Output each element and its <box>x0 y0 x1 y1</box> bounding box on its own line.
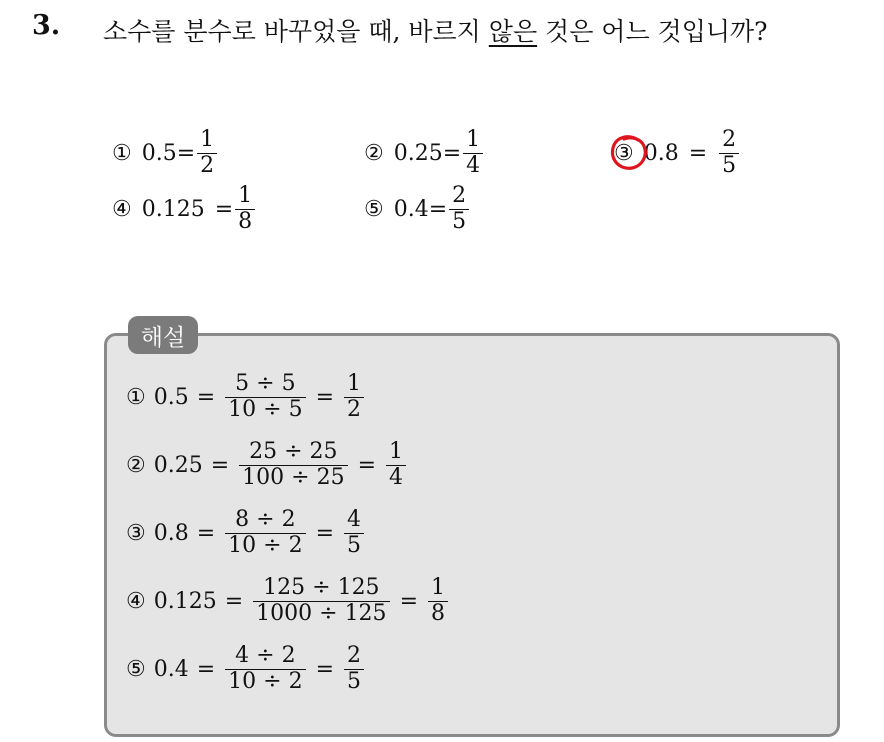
fraction-numerator: 1 <box>466 127 481 152</box>
fraction-numerator: 1 <box>200 127 215 152</box>
division-fraction <box>225 644 305 694</box>
fraction-numerator: 2 <box>452 183 467 208</box>
fraction-numerator: 4 <box>347 507 362 532</box>
choice-2[interactable] <box>364 128 485 178</box>
fraction-denominator: 5 <box>344 533 364 559</box>
fraction-numerator: 2 <box>722 127 737 152</box>
result-fraction <box>386 440 406 490</box>
solution-row-number: ④ <box>126 588 146 614</box>
fraction-numerator: 8 ÷ 2 <box>235 507 296 532</box>
result-fraction <box>344 644 364 694</box>
equals-sign: = <box>428 196 448 222</box>
choice-number: ① <box>112 140 132 166</box>
solution-row-1 <box>126 372 366 422</box>
solution-row-decimal: 0.125 <box>153 588 217 614</box>
fraction-denominator: 1000 ÷ 125 <box>253 601 389 627</box>
solution-row-decimal: 0.4 <box>153 656 189 682</box>
question-text-after: 것은 어느 것입니까? <box>537 17 768 46</box>
choice-fraction <box>719 128 739 178</box>
fraction-denominator: 8 <box>235 209 255 235</box>
question-text-before: 소수를 분수로 바꾸었을 때, 바르지 <box>103 17 489 46</box>
division-fraction <box>225 372 305 422</box>
solution-row-5 <box>126 644 366 694</box>
fraction-denominator: 2 <box>344 397 364 423</box>
equals-sign: = <box>315 520 335 546</box>
equals-sign: = <box>688 140 708 166</box>
fraction-denominator: 2 <box>197 153 217 179</box>
equals-sign: = <box>196 384 216 410</box>
fraction-numerator: 4 ÷ 2 <box>235 643 296 668</box>
fraction-numerator: 1 <box>431 575 445 600</box>
equals-sign: = <box>196 656 216 682</box>
choice-decimal: 0.4 <box>393 196 429 222</box>
division-fraction <box>253 576 389 626</box>
solution-row-decimal: 0.5 <box>153 384 189 410</box>
equals-sign: = <box>399 588 418 614</box>
choice-decimal: 0.8 <box>643 140 679 166</box>
choice-fraction <box>463 128 483 178</box>
fraction-denominator: 10 ÷ 2 <box>225 533 305 559</box>
solution-row-2 <box>126 440 408 490</box>
choice-number: ⑤ <box>364 196 384 222</box>
fraction-denominator: 100 ÷ 25 <box>239 465 347 491</box>
fraction-denominator: 8 <box>428 601 448 627</box>
equals-sign: = <box>176 140 196 166</box>
choice-decimal: 0.5 <box>141 140 177 166</box>
result-fraction <box>344 372 364 422</box>
result-fraction <box>428 576 448 626</box>
choice-fraction <box>449 184 469 234</box>
solution-row-number: ② <box>126 452 146 478</box>
solution-label: 해설 <box>128 316 198 354</box>
division-fraction <box>239 440 347 490</box>
question-underlined-word: 않은 <box>488 17 538 46</box>
equals-sign: = <box>224 588 244 614</box>
fraction-numerator: 1 <box>389 439 403 464</box>
choice-number: ② <box>364 140 384 166</box>
equals-sign: = <box>315 384 335 410</box>
equals-sign: = <box>214 196 234 222</box>
fraction-denominator: 4 <box>386 465 406 491</box>
fraction-numerator: 1 <box>238 183 253 208</box>
solution-row-number: ③ <box>126 520 146 546</box>
fraction-denominator: 4 <box>463 153 483 179</box>
fraction-denominator: 5 <box>449 209 469 235</box>
fraction-numerator: 1 <box>347 371 362 396</box>
solution-row-decimal: 0.8 <box>153 520 189 546</box>
choice-4[interactable] <box>112 184 257 234</box>
equals-sign: = <box>210 452 230 478</box>
solution-row-4 <box>126 576 450 626</box>
solution-row-3 <box>126 508 366 558</box>
solution-row-number: ⑤ <box>126 656 146 682</box>
choice-1[interactable] <box>112 128 219 178</box>
red-circle-mark-icon <box>608 132 650 174</box>
choice-decimal: 0.125 <box>141 196 205 222</box>
fraction-denominator: 10 ÷ 2 <box>225 669 305 695</box>
result-fraction <box>344 508 364 558</box>
question-text <box>103 12 768 48</box>
solution-row-decimal: 0.25 <box>153 452 203 478</box>
choice-fraction <box>197 128 217 178</box>
choice-decimal: 0.25 <box>393 140 443 166</box>
question-number: 3. <box>32 10 61 41</box>
fraction-denominator: 5 <box>719 153 739 179</box>
fraction-numerator: 5 ÷ 5 <box>235 371 296 396</box>
choice-number-circled <box>614 141 634 166</box>
fraction-denominator: 5 <box>344 669 364 695</box>
choice-number: ③ <box>614 140 634 166</box>
equals-sign: = <box>315 656 335 682</box>
division-fraction <box>225 508 305 558</box>
fraction-denominator: 10 ÷ 5 <box>225 397 305 423</box>
equals-sign: = <box>196 520 216 546</box>
equals-sign: = <box>357 452 376 478</box>
choice-fraction <box>235 184 255 234</box>
choice-number: ④ <box>112 196 132 222</box>
fraction-numerator: 2 <box>347 643 362 668</box>
choice-5[interactable] <box>364 184 471 234</box>
fraction-numerator: 25 ÷ 25 <box>249 439 338 464</box>
fraction-numerator: 125 ÷ 125 <box>263 575 380 600</box>
choice-3[interactable] <box>614 128 741 178</box>
solution-row-number: ① <box>126 384 146 410</box>
equals-sign: = <box>442 140 462 166</box>
